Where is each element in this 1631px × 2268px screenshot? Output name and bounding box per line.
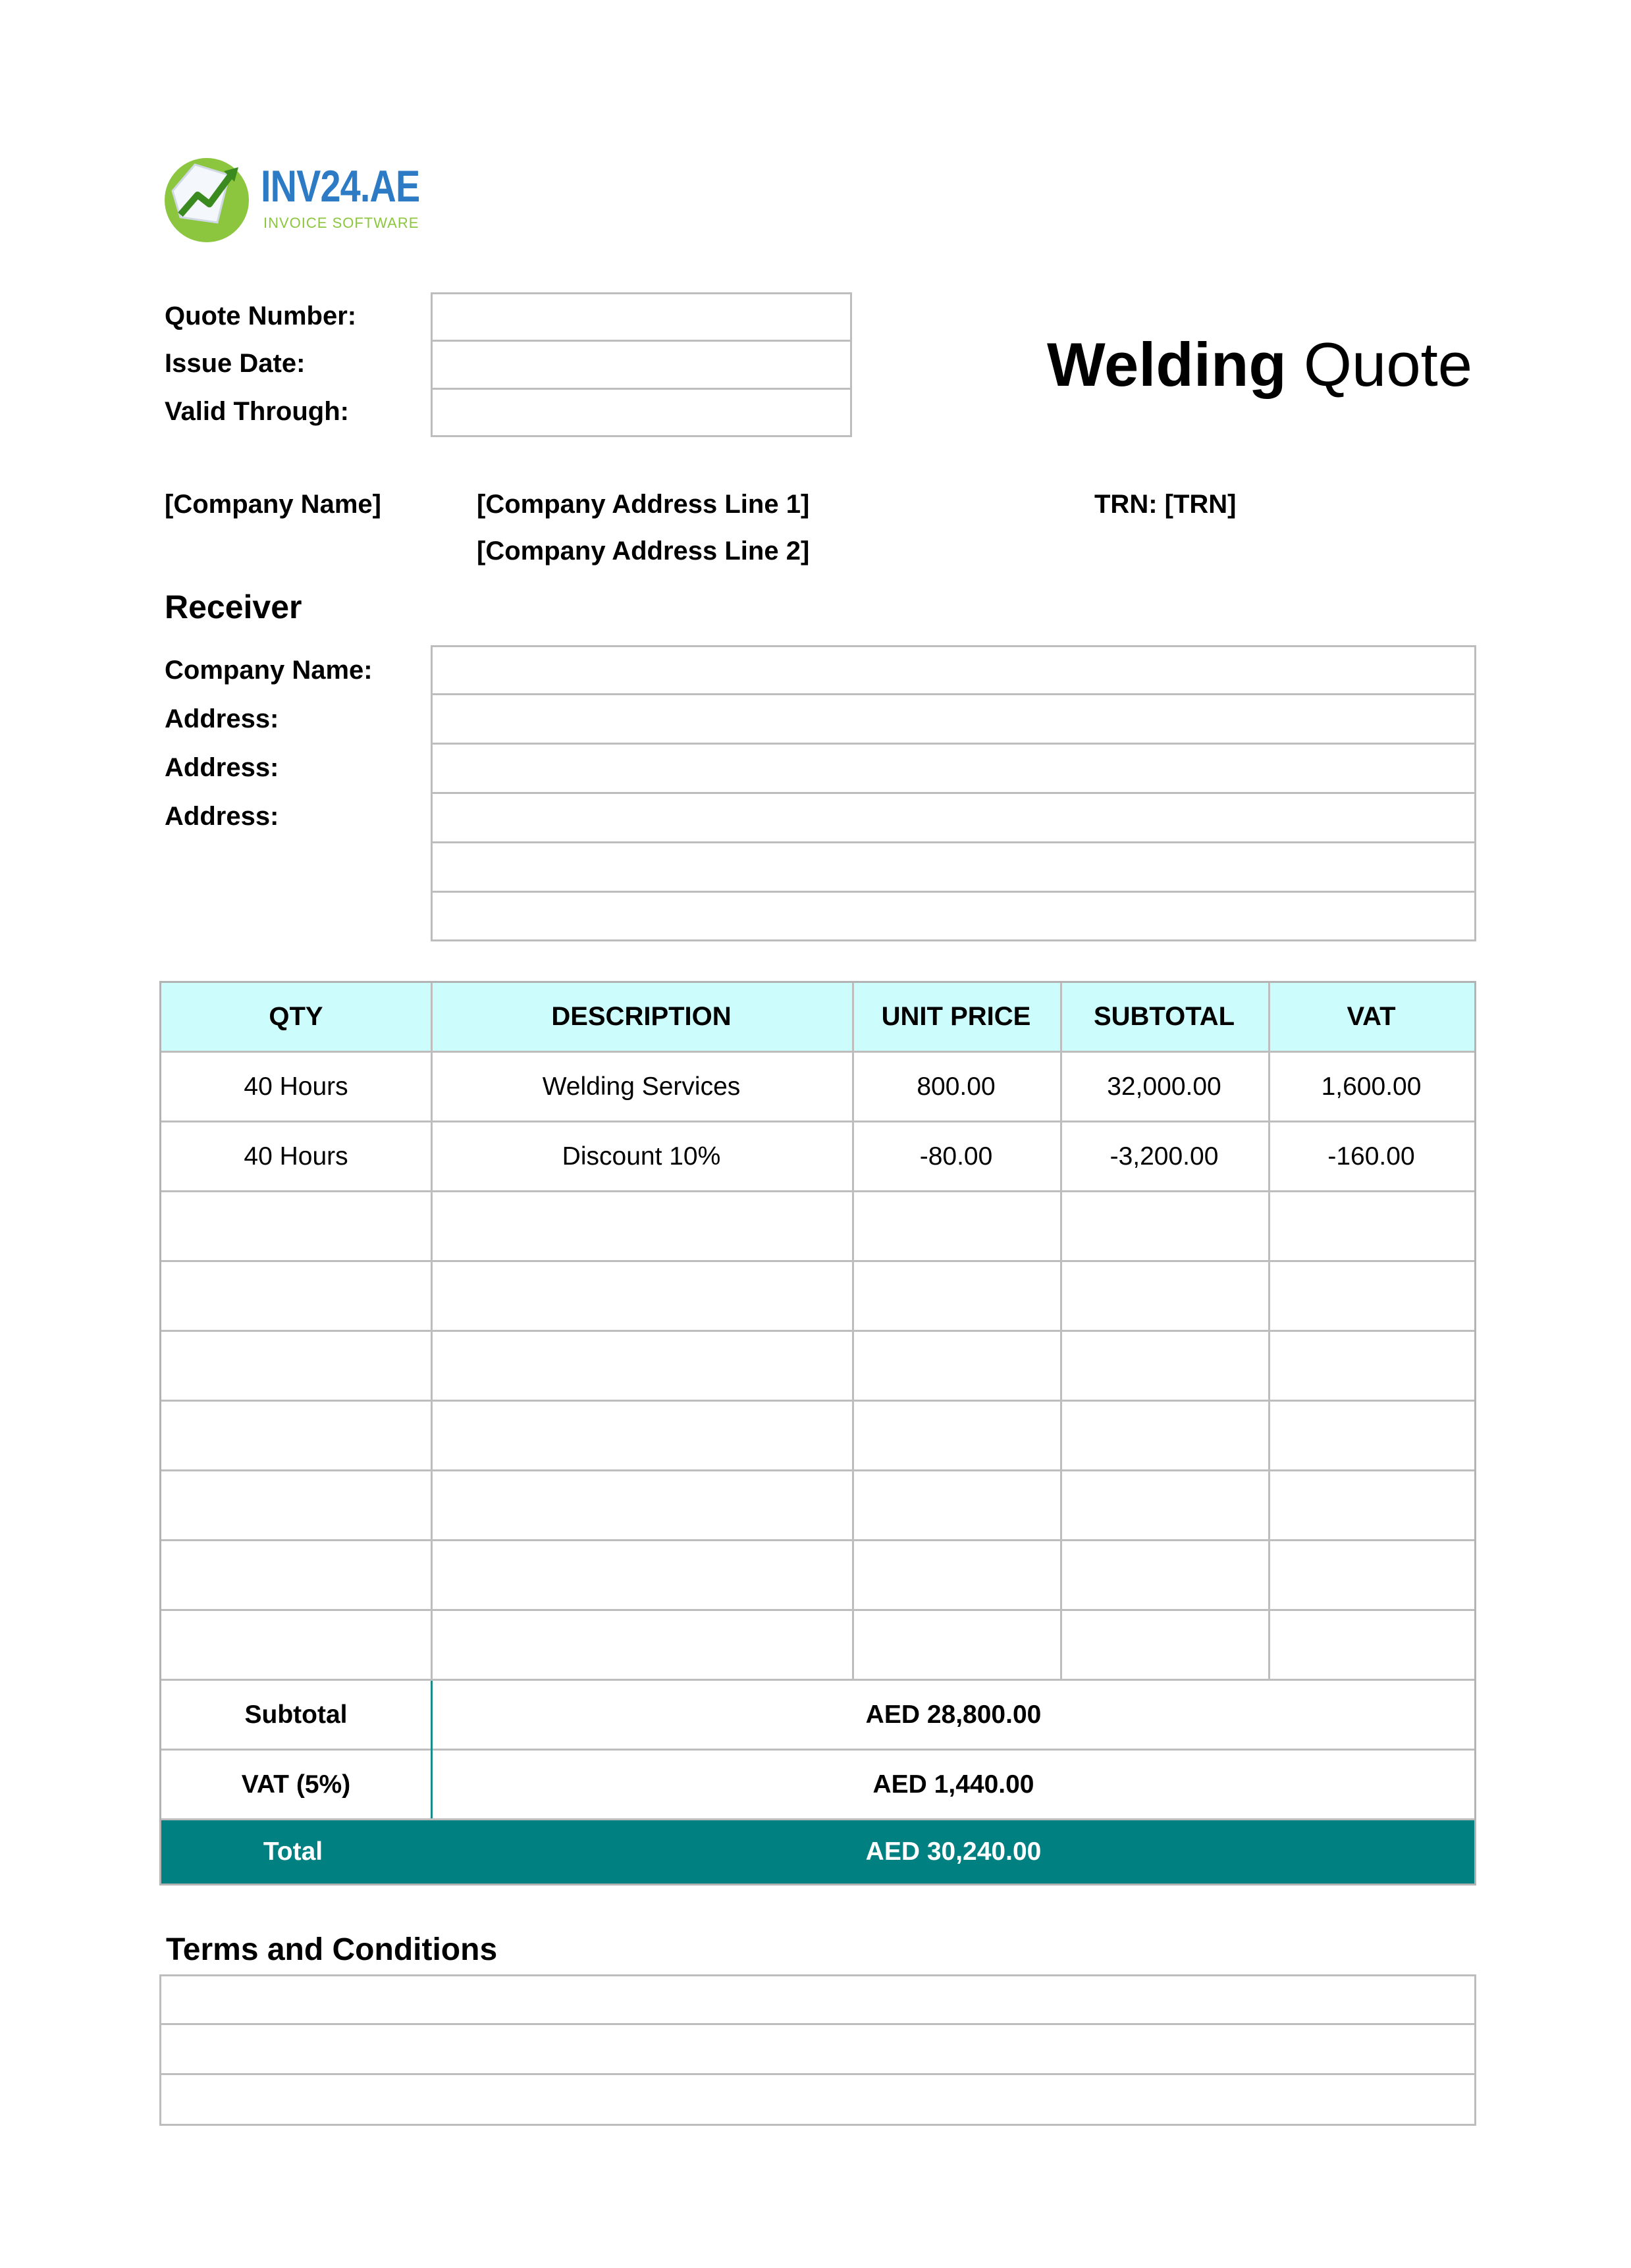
logo (161, 151, 450, 244)
valid-through-field[interactable] (441, 393, 843, 433)
table-row-divider (161, 1609, 1474, 1611)
col-header-vat: VAT (1347, 1002, 1396, 1031)
table-cell-vat: 1,600.00 (1321, 1072, 1422, 1101)
document-title (1047, 329, 1472, 400)
issue-date-field[interactable] (441, 345, 843, 384)
col-header-subtotal: SUBTOTAL (1093, 1002, 1235, 1031)
receiver-divider (431, 743, 1476, 745)
table-row-divider (161, 1330, 1474, 1332)
terms-heading: Terms and Conditions (166, 1932, 498, 1967)
title-regular: Quote (1303, 330, 1472, 399)
company-address-line1: [Company Address Line 1] (477, 490, 810, 519)
table-row-divider (161, 1400, 1474, 1402)
logo-name: INV24.AE (261, 161, 420, 211)
receiver-field[interactable] (442, 847, 1463, 885)
receiver-company-label: Company Name: (165, 656, 373, 685)
receiver-address-label: Address: (165, 802, 279, 831)
receiver-address-label: Address: (165, 753, 279, 782)
table-cell-subtotal: 32,000.00 (1107, 1072, 1221, 1101)
table-cell-subtotal: -3,200.00 (1110, 1142, 1219, 1171)
receiver-field[interactable] (442, 749, 1463, 787)
table-row-divider (161, 1539, 1474, 1541)
receiver-heading: Receiver (165, 589, 302, 625)
terms-line[interactable] (173, 2029, 1463, 2069)
table-cell-qty: 40 Hours (244, 1072, 348, 1101)
table-row-divider (161, 1190, 1474, 1192)
col-header-description: DESCRIPTION (551, 1002, 732, 1031)
terms-line[interactable] (173, 1979, 1463, 2018)
table-cell-description: Discount 10% (562, 1142, 721, 1171)
meta-divider (431, 340, 852, 342)
col-header-unit-price: UNIT PRICE (881, 1002, 1031, 1031)
receiver-field[interactable] (442, 798, 1463, 836)
total-label: Total (263, 1837, 323, 1866)
receiver-field[interactable] (442, 897, 1463, 935)
company-name: [Company Name] (165, 490, 381, 519)
vat-value: AED 1,440.00 (872, 1770, 1034, 1799)
terms-line[interactable] (173, 2079, 1463, 2119)
receiver-divider (431, 693, 1476, 695)
valid-through-label: Valid Through: (165, 397, 349, 426)
logo-tagline: INVOICE SOFTWARE (263, 215, 419, 231)
company-trn: TRN: [TRN] (1094, 490, 1237, 519)
table-cell-qty: 40 Hours (244, 1142, 348, 1171)
table-row-divider (161, 1469, 1474, 1471)
receiver-divider (431, 841, 1476, 843)
subtotal-value: AED 28,800.00 (865, 1700, 1042, 1729)
table-row-divider (161, 1260, 1474, 1262)
col-header-qty: QTY (269, 1002, 323, 1031)
terms-divider (159, 2073, 1476, 2075)
receiver-divider (431, 891, 1476, 893)
receiver-field[interactable] (442, 650, 1463, 689)
receiver-address-label: Address: (165, 704, 279, 733)
table-cell-description: Welding Services (542, 1072, 741, 1101)
company-address-line2: [Company Address Line 2] (477, 537, 810, 566)
quote-number-label: Quote Number: (165, 302, 357, 330)
subtotal-label: Subtotal (244, 1700, 348, 1729)
table-cell-unit-price: 800.00 (917, 1072, 996, 1101)
title-bold: Welding (1047, 330, 1287, 399)
table-cell-vat: -160.00 (1327, 1142, 1415, 1171)
issue-date-label: Issue Date: (165, 349, 306, 378)
quote-number-field[interactable] (441, 298, 843, 337)
receiver-field[interactable] (442, 699, 1463, 737)
receiver-divider (431, 792, 1476, 794)
meta-divider (431, 388, 852, 390)
vat-label: VAT (5%) (241, 1770, 351, 1799)
logo-icon (161, 151, 253, 244)
total-value: AED 30,240.00 (865, 1837, 1042, 1866)
terms-divider (159, 2023, 1476, 2025)
table-cell-unit-price: -80.00 (919, 1142, 993, 1171)
